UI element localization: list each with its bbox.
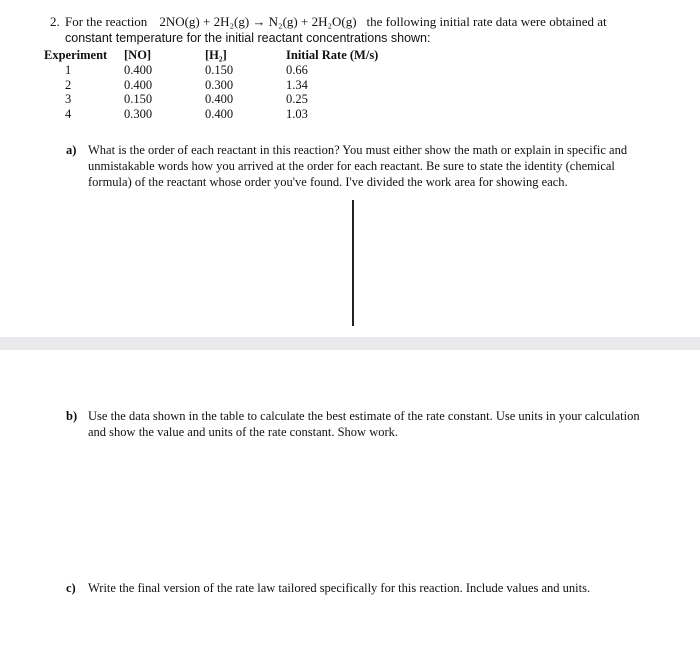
- part-a: [66, 142, 656, 189]
- cell-no: 0.150: [124, 92, 153, 106]
- table-row: [44, 107, 406, 122]
- part-c-label: c): [66, 581, 76, 595]
- cell-rate: 0.66: [286, 63, 308, 77]
- header-experiment: Experiment: [44, 47, 108, 62]
- cell-h2: 0.400: [205, 106, 234, 121]
- question-line2: constant temperature for the initial reactant concentrations shown:: [65, 31, 431, 45]
- question-lead: For the reaction: [65, 14, 148, 29]
- cell-no: 0.400: [124, 77, 153, 92]
- header-h2: [H₂]: [205, 47, 227, 62]
- cell-h2: 0.150: [205, 63, 234, 77]
- part-a-text: What is the order of each reactant in this reaction? You must either show the math or explain in specific and unmistakable words how you arrived at the order for each reactant. Be sure to state the identity (chemical formula) of the reactant whose order you've found. I've divided the work area for showing each.: [88, 143, 628, 189]
- question-intro: [50, 14, 670, 46]
- part-b-text: Use the data shown in the table to calculate the best estimate of the rate constant. Use units in your calculation and show the value and units of the rate constant. Show work.: [88, 409, 640, 439]
- table-row: [44, 63, 406, 78]
- cell-experiment: 1: [65, 63, 72, 77]
- table-row: [44, 78, 406, 93]
- cell-experiment: 3: [65, 92, 72, 106]
- cell-experiment: 2: [65, 77, 72, 92]
- cell-experiment: 4: [65, 106, 72, 121]
- cell-rate: 1.34: [286, 77, 308, 92]
- reaction-equation: 2NO(g) + 2H₂(g) → N₂(g) + 2H₂O(g): [159, 14, 357, 29]
- page-2: [0, 350, 700, 670]
- cell-rate: 1.03: [286, 106, 308, 121]
- part-c-text: Write the final version of the rate law tailored specifically for this reaction. Include values and units.: [88, 581, 591, 595]
- cell-h2: 0.300: [205, 77, 234, 92]
- work-area-divider: [352, 200, 354, 326]
- table-row: [44, 92, 406, 107]
- table-header-row: [44, 47, 406, 63]
- question-number: 2.: [50, 14, 60, 29]
- header-no: [NO]: [124, 47, 152, 62]
- cell-no: 0.400: [124, 63, 153, 77]
- question-trail: the following initial rate data were obtained at: [366, 14, 607, 29]
- part-b-label: b): [66, 409, 78, 423]
- rate-data-table: [44, 47, 406, 121]
- cell-h2: 0.400: [205, 92, 234, 106]
- cell-rate: 0.25: [286, 92, 308, 106]
- cell-no: 0.300: [124, 106, 153, 121]
- part-a-label: a): [66, 143, 77, 157]
- header-initial-rate: Initial Rate (M/s): [286, 47, 379, 62]
